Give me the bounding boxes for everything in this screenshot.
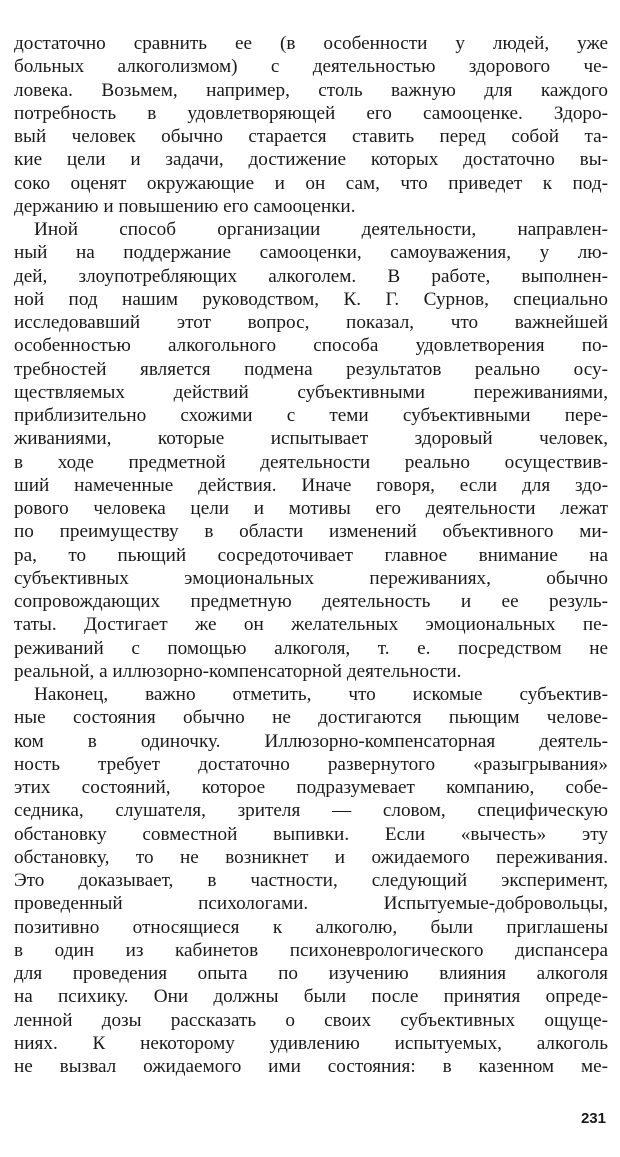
text-line: дей, злоупотребляющих алкоголем. В работе, выполнен- xyxy=(14,265,608,287)
text-line: соко оценят окружающие и он сам, что приведет к под- xyxy=(14,172,608,194)
text-line: в ходе предметной деятельности реально осуществив- xyxy=(14,451,608,473)
text-line: седника, слушателя, зрителя — словом, специфическую xyxy=(14,800,608,822)
text-line: обстановку совместной выпивки. Если «вычесть» эту xyxy=(14,823,608,845)
text-line: ленной дозы рассказать о своих субъективных ощуще- xyxy=(14,1009,608,1031)
text-line: ком в одиночку. Иллюзорно-компенсаторная деятель- xyxy=(14,730,608,752)
text-line: по преимуществу в области изменений объективного ми- xyxy=(14,521,608,543)
text-line: исследовавший этот вопрос, показал, что важнейшей xyxy=(14,312,608,333)
paragraph-2 xyxy=(14,218,608,683)
text-line: Это доказывает, в частности, следующий эксперимент, xyxy=(14,870,608,891)
text-line: требностей является подмена результатов реально осу- xyxy=(14,358,608,380)
text-line: позитивно относящиеся к алкоголю, были приглашены xyxy=(14,916,608,938)
text-line: этих состояний, которое подразумевает компанию, собе- xyxy=(14,777,608,798)
text-line: обстановку, то не возникнет и ожидаемого переживания. xyxy=(14,846,608,868)
text-line: ловека. Возьмем, например, столь важную для каждого xyxy=(14,79,608,101)
text-line: ной под нашим руководством, К. Г. Сурнов, специально xyxy=(14,288,608,310)
text-line: ные состояния обычно не достигаются пьющим челове- xyxy=(14,707,608,729)
text-line: на психику. Они должны были после принятия опреде- xyxy=(14,986,608,1008)
text-line: держанию и повышению его самооценки. xyxy=(14,195,356,217)
text-line: субъективных эмоциональных переживаниях, обычно xyxy=(14,567,608,589)
text-line: ший намеченные действия. Иначе говоря, если для здо- xyxy=(14,474,608,496)
page-body xyxy=(14,32,608,1078)
text-line: живаниями, которые испытывает здоровый человек, xyxy=(14,428,608,450)
paragraph-3 xyxy=(14,683,608,1078)
text-line: рового человека цели и мотивы его деятельности лежат xyxy=(14,498,608,519)
text-line: ность требует достаточно развернутого «разыгрывания» xyxy=(14,753,608,775)
text-line: больных алкоголизмом) с деятельностью здорового че- xyxy=(14,56,608,78)
text-line: не вызвал ожидаемого ими состояния: в казенном ме- xyxy=(14,1056,608,1077)
text-line: ществляемых действий субъективными переживаниями, xyxy=(14,381,608,403)
page-number: 231 xyxy=(580,1110,606,1127)
text-line: реальной, а иллюзорно-компенсаторной деятельности. xyxy=(14,660,462,682)
text-line: особенностью алкогольного способа удовлетворения по- xyxy=(14,335,608,357)
text-line: проведенный психологами. Испытуемые-добровольцы, xyxy=(14,893,608,915)
text-line: приблизительно схожими с теми субъективными пере- xyxy=(14,405,608,426)
paragraph-1 xyxy=(14,32,608,218)
text-line: потребность в удовлетворяющей его самооценке. Здоро- xyxy=(14,102,608,124)
text-line: сопровождающих предметную деятельность и ее резуль- xyxy=(14,591,608,612)
text-line: Наконец, важно отметить, что искомые субъектив- xyxy=(34,684,608,705)
text-line: реживаний с помощью алкоголя, т. е. посредством не xyxy=(14,637,608,659)
text-line: ра, то пьющий сосредоточивает главное внимание на xyxy=(14,544,608,566)
text-line: ный на поддержание самооценки, самоуважения, у лю- xyxy=(14,242,608,264)
text-line: ниях. К некоторому удивлению испытуемых, алкоголь xyxy=(14,1032,608,1054)
text-line: Иной способ организации деятельности, направлен- xyxy=(34,219,608,240)
text-line: достаточно сравнить ее (в особенности у людей, уже xyxy=(14,33,608,54)
text-line: в один из кабинетов психоневрологического диспансера xyxy=(14,939,608,961)
text-line: таты. Достигает же он желательных эмоциональных пе- xyxy=(14,614,608,636)
text-line: кие цели и задачи, достижение которых достаточно вы- xyxy=(14,149,608,171)
text-line: для проведения опыта по изучению влияния алкоголя xyxy=(14,963,608,984)
text-line: вый человек обычно старается ставить перед собой та- xyxy=(14,126,608,147)
